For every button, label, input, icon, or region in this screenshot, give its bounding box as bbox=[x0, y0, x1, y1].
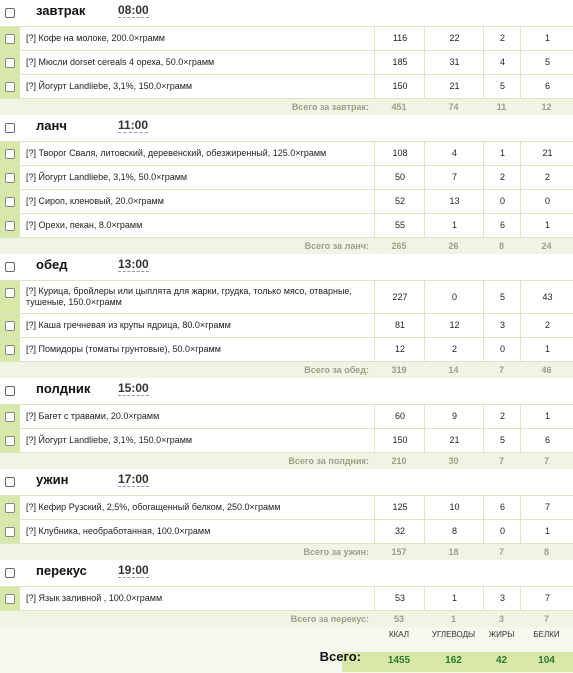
food-kcal-value: 53 bbox=[374, 587, 425, 610]
food-name: [?] Клубника, необработанная, 100.0×грамм bbox=[26, 526, 211, 536]
meal-total-carbs: 74 bbox=[448, 102, 459, 112]
meal-time-link[interactable]: 11:00 bbox=[118, 118, 149, 132]
food-name: [?] Помидоры (томаты грунтовые), 50.0×грамм bbox=[26, 344, 221, 354]
food-carbs-value: 21 bbox=[424, 429, 484, 452]
food-kcal-value: 125 bbox=[374, 496, 425, 519]
checkbox-box[interactable] bbox=[5, 288, 15, 298]
checkbox-box[interactable] bbox=[5, 345, 15, 355]
food-name: [?] Курица, бройлеры или цыплята для жарки, грудка, только мясо, отварные, тушеные, 150.0×грамм bbox=[26, 286, 352, 307]
food-protein-value: 21 bbox=[520, 142, 573, 165]
meal-name: обед bbox=[36, 257, 68, 272]
meal-name: перекус bbox=[36, 563, 87, 578]
food-checkbox[interactable] bbox=[5, 221, 15, 231]
food-checkbox[interactable] bbox=[5, 149, 15, 159]
food-row bbox=[0, 338, 573, 362]
food-carbs-value: 7 bbox=[424, 166, 484, 189]
food-carbs-value: 22 bbox=[424, 27, 484, 50]
meal-name: ланч bbox=[36, 118, 67, 133]
food-checkbox[interactable] bbox=[5, 503, 15, 513]
food-carbs-value: 10 bbox=[424, 496, 484, 519]
food-carbs-value: 8 bbox=[424, 520, 484, 543]
meal-header bbox=[0, 0, 573, 27]
food-kcal-value: 52 bbox=[374, 190, 425, 213]
checkbox-box[interactable] bbox=[5, 34, 15, 44]
food-fat-value: 5 bbox=[483, 281, 521, 313]
checkbox-box[interactable] bbox=[5, 221, 15, 231]
checkbox-box[interactable] bbox=[5, 386, 15, 396]
food-kcal-value: 108 bbox=[374, 142, 425, 165]
food-name: [?] Сироп, кленовый, 20.0×грамм bbox=[26, 196, 164, 206]
food-row bbox=[0, 27, 573, 51]
food-fat-value: 2 bbox=[483, 166, 521, 189]
checkbox-box[interactable] bbox=[5, 527, 15, 537]
checkbox-box[interactable] bbox=[5, 412, 15, 422]
food-kcal-value: 185 bbox=[374, 51, 425, 74]
food-kcal-value: 60 bbox=[374, 405, 425, 428]
meal-total-carbs: 14 bbox=[448, 365, 459, 375]
food-fat-value: 2 bbox=[483, 27, 521, 50]
meal-total-fat: 7 bbox=[498, 456, 504, 466]
food-checkbox[interactable] bbox=[5, 436, 15, 446]
food-row bbox=[0, 190, 573, 214]
food-protein-value: 1 bbox=[520, 214, 573, 237]
checkbox-box[interactable] bbox=[5, 477, 15, 487]
meal-total-protein: 24 bbox=[541, 241, 552, 251]
food-protein-value: 1 bbox=[520, 520, 573, 543]
meal-total-carbs: 1 bbox=[450, 614, 456, 624]
food-protein-value: 1 bbox=[520, 338, 573, 361]
meal-header bbox=[0, 469, 573, 496]
diary-footer bbox=[0, 627, 573, 673]
food-kcal-value: 50 bbox=[374, 166, 425, 189]
food-name: [?] Язык заливной , 100.0×грамм bbox=[26, 593, 163, 603]
food-fat-value: 6 bbox=[483, 496, 521, 519]
meal-header bbox=[0, 560, 573, 587]
meal-time-link[interactable]: 19:00 bbox=[118, 563, 149, 577]
checkbox-box[interactable] bbox=[5, 58, 15, 68]
food-checkbox[interactable] bbox=[5, 58, 15, 68]
meal-section-3 bbox=[0, 378, 573, 469]
food-fat-value: 0 bbox=[483, 190, 521, 213]
food-protein-value: 2 bbox=[520, 166, 573, 189]
checkbox-box[interactable] bbox=[5, 262, 15, 272]
food-kcal-value: 150 bbox=[374, 429, 425, 452]
food-kcal-value: 150 bbox=[374, 75, 425, 98]
meal-total-carbs: 26 bbox=[448, 241, 459, 251]
meal-total-fat: 8 bbox=[498, 241, 504, 251]
food-protein-value: 6 bbox=[520, 429, 573, 452]
meal-name: полдник bbox=[36, 381, 91, 396]
meal-total-kcal: 319 bbox=[391, 365, 407, 375]
column-header-fat: ЖИРЫ bbox=[488, 630, 515, 639]
food-name: [?] Мюсли dorset cereals 4 ореха, 50.0×грамм bbox=[26, 57, 215, 67]
meal-total-label: Всего за ужин: bbox=[303, 547, 369, 557]
checkbox-box[interactable] bbox=[5, 149, 15, 159]
food-fat-value: 4 bbox=[483, 51, 521, 74]
food-fat-value: 0 bbox=[483, 520, 521, 543]
meal-section-1 bbox=[0, 115, 573, 254]
meal-total-fat: 7 bbox=[498, 365, 504, 375]
food-protein-value: 43 bbox=[520, 281, 573, 313]
meal-total-carbs: 18 bbox=[448, 547, 459, 557]
meal-checkbox[interactable] bbox=[5, 477, 15, 487]
meal-total-protein: 7 bbox=[543, 456, 549, 466]
food-carbs-value: 31 bbox=[424, 51, 484, 74]
meal-total-fat: 11 bbox=[496, 102, 507, 112]
food-kcal-value: 81 bbox=[374, 314, 425, 337]
food-protein-value: 0 bbox=[520, 190, 573, 213]
food-checkbox[interactable] bbox=[5, 197, 15, 207]
meal-header bbox=[0, 254, 573, 281]
food-checkbox[interactable] bbox=[5, 527, 15, 537]
meal-section-5 bbox=[0, 560, 573, 627]
food-row bbox=[0, 75, 573, 99]
food-checkbox[interactable] bbox=[5, 594, 15, 604]
food-carbs-value: 13 bbox=[424, 190, 484, 213]
food-carbs-value: 2 bbox=[424, 338, 484, 361]
meal-time-link[interactable]: 13:00 bbox=[118, 257, 149, 271]
food-row bbox=[0, 314, 573, 338]
meal-checkbox[interactable] bbox=[5, 8, 15, 18]
meal-checkbox[interactable] bbox=[5, 568, 15, 578]
checkbox-box[interactable] bbox=[5, 197, 15, 207]
meal-total-row bbox=[0, 238, 573, 254]
meal-section-4 bbox=[0, 469, 573, 560]
food-carbs-value: 1 bbox=[424, 214, 484, 237]
meal-total-label: Всего за полдник: bbox=[288, 456, 369, 466]
food-protein-value: 6 bbox=[520, 75, 573, 98]
food-name: [?] Кофе на молоке, 200.0×грамм bbox=[26, 33, 165, 43]
food-protein-value: 5 bbox=[520, 51, 573, 74]
food-row bbox=[0, 51, 573, 75]
meal-total-kcal: 210 bbox=[391, 456, 407, 466]
food-fat-value: 2 bbox=[483, 405, 521, 428]
food-name: [?] Творог Сваля, литовский, деревенский, обезжиренный, 125.0×грамм bbox=[26, 148, 327, 158]
food-row bbox=[0, 405, 573, 429]
checkbox-box[interactable] bbox=[5, 503, 15, 513]
food-checkbox[interactable] bbox=[5, 288, 15, 298]
food-name: [?] Йогурт Landliebe, 3,1%, 150.0×грамм bbox=[26, 435, 193, 445]
meal-time-link[interactable]: 15:00 bbox=[118, 381, 149, 395]
food-checkbox[interactable] bbox=[5, 412, 15, 422]
food-fat-value: 1 bbox=[483, 142, 521, 165]
meal-time-link[interactable]: 17:00 bbox=[118, 472, 149, 486]
meal-name: ужин bbox=[36, 472, 69, 487]
checkbox-box[interactable] bbox=[5, 436, 15, 446]
meal-checkbox[interactable] bbox=[5, 386, 15, 396]
food-name: [?] Каша гречневая из крупы ядрица, 80.0×грамм bbox=[26, 320, 231, 330]
meal-total-carbs: 30 bbox=[448, 456, 459, 466]
food-checkbox[interactable] bbox=[5, 173, 15, 183]
food-name: [?] Йогурт Landliebe, 3,1%, 50.0×грамм bbox=[26, 172, 188, 182]
food-kcal-value: 12 bbox=[374, 338, 425, 361]
meal-total-label: Всего за завтрак: bbox=[291, 102, 369, 112]
checkbox-box[interactable] bbox=[5, 173, 15, 183]
food-fat-value: 3 bbox=[483, 314, 521, 337]
grand-total-label: Всего: bbox=[319, 649, 361, 664]
checkbox-box[interactable] bbox=[5, 82, 15, 92]
food-fat-value: 5 bbox=[483, 429, 521, 452]
meal-section-0 bbox=[0, 0, 573, 115]
meal-total-kcal: 157 bbox=[391, 547, 407, 557]
food-kcal-value: 55 bbox=[374, 214, 425, 237]
food-fat-value: 5 bbox=[483, 75, 521, 98]
food-carbs-value: 12 bbox=[424, 314, 484, 337]
food-fat-value: 3 bbox=[483, 587, 521, 610]
column-header-carbs: УГЛЕВОДЫ bbox=[431, 630, 476, 639]
meal-total-row bbox=[0, 99, 573, 115]
food-protein-value: 1 bbox=[520, 27, 573, 50]
meal-total-label: Всего за обед: bbox=[304, 365, 369, 375]
food-row bbox=[0, 587, 573, 611]
meal-total-row bbox=[0, 362, 573, 378]
food-name: [?] Кефир Рузский, 2,5%, обогащенный белком, 250.0×грамм bbox=[26, 502, 281, 512]
food-row bbox=[0, 166, 573, 190]
food-checkbox[interactable] bbox=[5, 345, 15, 355]
meal-total-kcal: 451 bbox=[391, 102, 407, 112]
meal-total-label: Всего за ланч: bbox=[304, 241, 369, 251]
food-carbs-value: 1 bbox=[424, 587, 484, 610]
checkbox-box[interactable] bbox=[5, 568, 15, 578]
food-carbs-value: 0 bbox=[424, 281, 484, 313]
meal-total-row bbox=[0, 611, 573, 627]
meal-header bbox=[0, 115, 573, 142]
food-row bbox=[0, 496, 573, 520]
meal-total-label: Всего за перекус: bbox=[290, 614, 369, 624]
food-row bbox=[0, 281, 573, 314]
food-fat-value: 6 bbox=[483, 214, 521, 237]
food-protein-value: 7 bbox=[520, 496, 573, 519]
food-carbs-value: 21 bbox=[424, 75, 484, 98]
grand-total-kcal: 1455 bbox=[387, 655, 411, 666]
food-kcal-value: 116 bbox=[374, 27, 425, 50]
food-name: [?] Багет с травами, 20.0×грамм bbox=[26, 411, 160, 421]
meal-total-fat: 7 bbox=[498, 547, 504, 557]
checkbox-box[interactable] bbox=[5, 594, 15, 604]
meal-name: завтрак bbox=[36, 3, 86, 18]
meal-total-row bbox=[0, 544, 573, 560]
meal-total-kcal: 53 bbox=[393, 614, 404, 624]
food-carbs-value: 4 bbox=[424, 142, 484, 165]
food-kcal-value: 227 bbox=[374, 281, 425, 313]
food-protein-value: 7 bbox=[520, 587, 573, 610]
food-row bbox=[0, 142, 573, 166]
meal-header bbox=[0, 378, 573, 405]
meal-total-protein: 8 bbox=[543, 547, 549, 557]
checkbox-box[interactable] bbox=[5, 321, 15, 331]
food-checkbox[interactable] bbox=[5, 82, 15, 92]
food-fat-value: 0 bbox=[483, 338, 521, 361]
food-kcal-value: 32 bbox=[374, 520, 425, 543]
food-name: [?] Орехи, пекан, 8.0×грамм bbox=[26, 220, 143, 230]
column-header-kcal: ККАЛ bbox=[388, 630, 410, 639]
grand-total-protein: 104 bbox=[538, 655, 555, 666]
checkbox-box[interactable] bbox=[5, 123, 15, 133]
meal-total-protein: 46 bbox=[541, 365, 552, 375]
food-checkbox[interactable] bbox=[5, 321, 15, 331]
food-row bbox=[0, 214, 573, 238]
meal-total-fat: 3 bbox=[498, 614, 504, 624]
food-carbs-value: 9 bbox=[424, 405, 484, 428]
meal-total-row bbox=[0, 453, 573, 469]
meal-time-link[interactable]: 08:00 bbox=[118, 3, 149, 17]
checkbox-box[interactable] bbox=[5, 8, 15, 18]
food-name: [?] Йогурт Landliebe, 3,1%, 150.0×грамм bbox=[26, 81, 193, 91]
food-checkbox[interactable] bbox=[5, 34, 15, 44]
food-row bbox=[0, 429, 573, 453]
meal-total-kcal: 265 bbox=[391, 241, 407, 251]
food-protein-value: 2 bbox=[520, 314, 573, 337]
meal-total-protein: 7 bbox=[543, 614, 549, 624]
grand-total-fat: 42 bbox=[495, 655, 508, 666]
meal-checkbox[interactable] bbox=[5, 123, 15, 133]
food-protein-value: 1 bbox=[520, 405, 573, 428]
food-row bbox=[0, 520, 573, 544]
meal-total-protein: 12 bbox=[541, 102, 552, 112]
meal-checkbox[interactable] bbox=[5, 262, 15, 272]
grand-total-carbs: 162 bbox=[445, 655, 462, 666]
column-header-protein: БЕЛКИ bbox=[533, 630, 560, 639]
meal-section-2 bbox=[0, 254, 573, 378]
